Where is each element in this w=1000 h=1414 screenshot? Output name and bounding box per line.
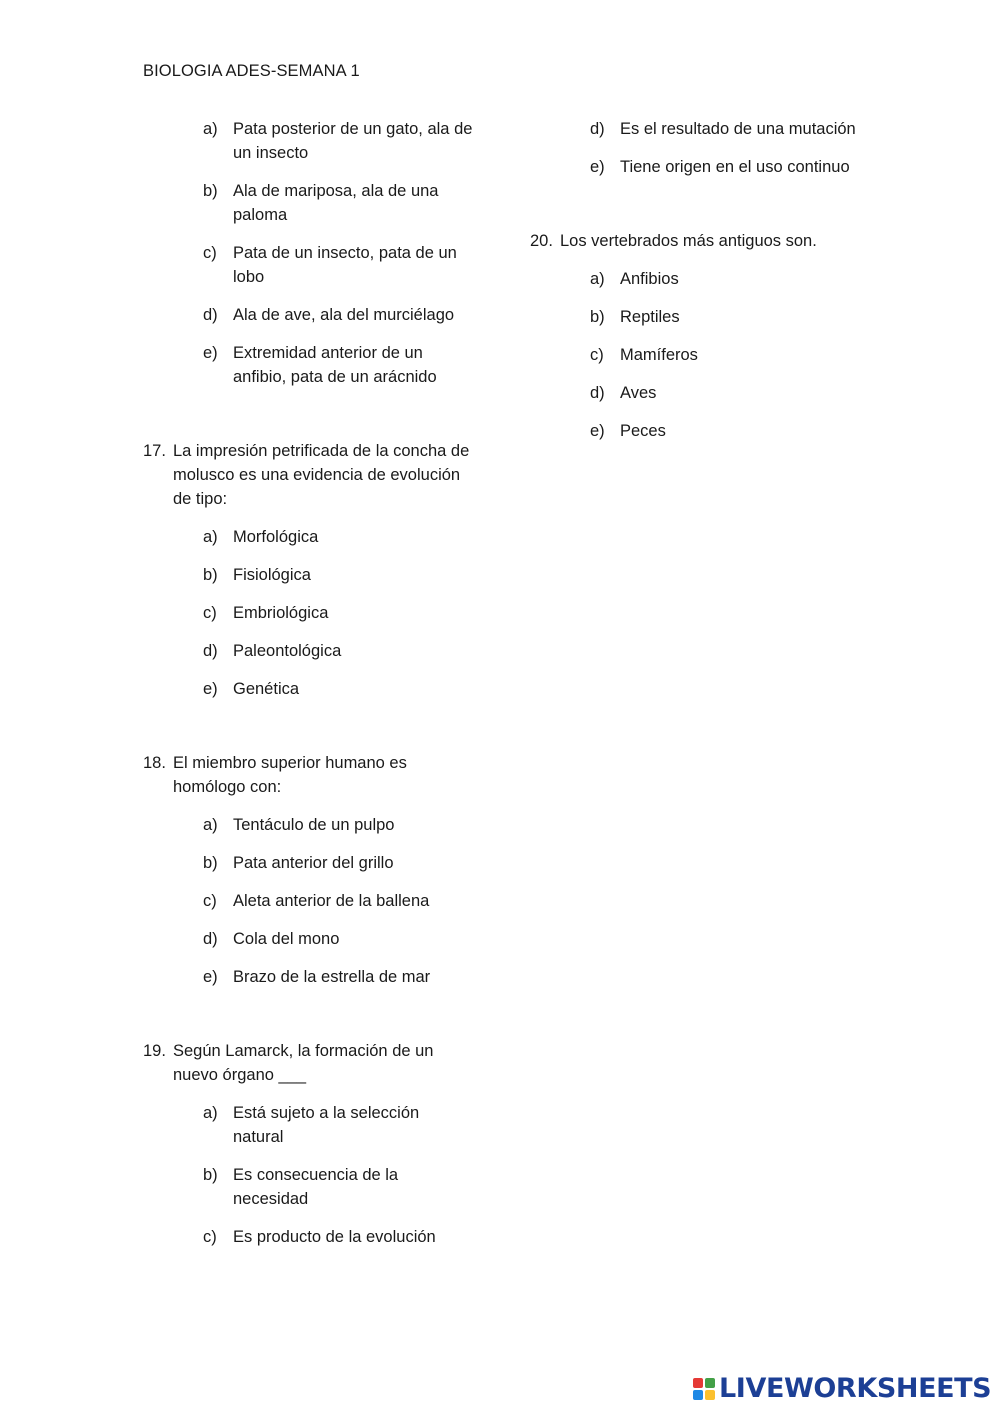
option-17c[interactable]: c) Embriológica xyxy=(203,604,329,622)
option-20d[interactable]: d) Aves xyxy=(590,384,657,402)
option-18e[interactable]: e) Brazo de la estrella de mar xyxy=(203,968,431,986)
option-19b[interactable]: b) Es consecuencia de la necesidad xyxy=(203,1166,399,1208)
right-column xyxy=(530,117,880,457)
question-17 xyxy=(143,439,473,511)
logo-square-red xyxy=(693,1378,703,1388)
page-header: BIOLOGIA ADES-SEMANA 1 xyxy=(143,62,360,80)
option-18d[interactable]: d) Cola del mono xyxy=(203,930,340,948)
option-17a[interactable]: a) Morfológica xyxy=(203,528,319,546)
question-20 xyxy=(530,229,880,253)
question-19 xyxy=(143,1039,473,1087)
option-20c[interactable]: c) Mamíferos xyxy=(590,346,698,364)
option-20e[interactable]: e) Peces xyxy=(590,422,666,440)
option-18a[interactable]: a) Tentáculo de un pulpo xyxy=(203,816,395,834)
option-16a[interactable]: a) Pata posterior de un gato, ala de un insecto xyxy=(203,120,473,162)
liveworksheets-logo[interactable] xyxy=(693,1374,991,1404)
q16-options xyxy=(143,117,473,389)
q17-options xyxy=(143,525,473,701)
option-17d[interactable]: d) Paleontológica xyxy=(203,642,342,660)
logo-mark-icon xyxy=(693,1378,715,1400)
option-16e[interactable]: e) Extremidad anterior de un anfibio, pata de un arácnido xyxy=(203,344,437,386)
question-text: El miembro superior humano es homólogo con: xyxy=(173,754,407,796)
question-18 xyxy=(143,751,473,799)
logo-square-green xyxy=(705,1378,715,1388)
question-number: 17. xyxy=(143,442,166,460)
option-18c[interactable]: c) Aleta anterior de la ballena xyxy=(203,892,430,910)
question-number: 19. xyxy=(143,1042,166,1060)
option-16d[interactable]: d) Ala de ave, ala del murciélago xyxy=(203,306,455,324)
question-number: 18. xyxy=(143,754,166,772)
option-19a[interactable]: a) Está sujeto a la selección natural xyxy=(203,1104,420,1146)
option-17e[interactable]: e) Genética xyxy=(203,680,300,698)
question-text: La impresión petrificada de la concha de molusco es una evidencia de evolución de tipo: xyxy=(173,442,470,508)
q18-options xyxy=(143,813,473,989)
option-20a[interactable]: a) Anfibios xyxy=(590,270,679,288)
question-text: Los vertebrados más antiguos son. xyxy=(560,232,817,250)
logo-square-yellow xyxy=(705,1390,715,1400)
logo-text: LIVEWORKSHEETS xyxy=(719,1373,992,1404)
option-19c[interactable]: c) Es producto de la evolución xyxy=(203,1228,436,1246)
q20-options xyxy=(530,267,880,443)
option-16b[interactable]: b) Ala de mariposa, ala de una paloma xyxy=(203,182,439,224)
question-text: Según Lamarck, la formación de un nuevo órgano ___ xyxy=(173,1042,434,1084)
option-20b[interactable]: b) Reptiles xyxy=(590,308,680,326)
option-18b[interactable]: b) Pata anterior del grillo xyxy=(203,854,394,872)
q19-options-continued xyxy=(530,117,880,179)
option-16c[interactable]: c) Pata de un insecto, pata de un lobo xyxy=(203,244,457,286)
question-number: 20. xyxy=(530,232,553,250)
q19-options xyxy=(143,1101,473,1249)
option-19e[interactable]: e) Tiene origen en el uso continuo xyxy=(590,158,850,176)
logo-square-blue xyxy=(693,1390,703,1400)
option-19d[interactable]: d) Es el resultado de una mutación xyxy=(590,120,856,138)
left-column xyxy=(143,117,473,1263)
option-17b[interactable]: b) Fisiológica xyxy=(203,566,311,584)
